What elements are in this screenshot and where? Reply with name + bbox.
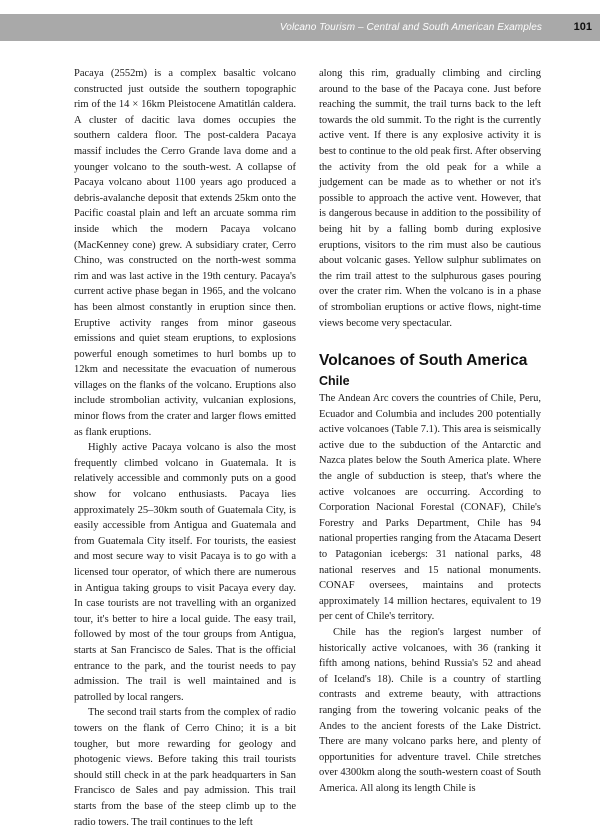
section-title: Volcanoes of South America bbox=[319, 352, 528, 370]
paragraph-pacaya-tourism: Highly active Pacaya volcano is also the most frequently climbed volcano in Guatemala. It is relatively accessible and commonly puts on a good show for volcano enthusiasts. Pacaya lies approximately 25–30km south of Guatemala City, is easily accessible from Antigua and Guatemala and from Guatemala City itself. For tourists, the easiest and most secure way to visit Pacaya is to go with a licensed tour operator, of which there are numerous in Antigua taking groups to visit Pacaya every day. In case tourists are not travelling with an organized tour, it's better to hire a local guide. The easy trail, followed by most of the tour groups from Antigua, starts at San Francisco de Sales. That is the official entrance to the park, and the tourist needs to pay admission. The trail is well maintained and is patrolled by local rangers. bbox=[74, 442, 296, 703]
paragraph-andean-arc: The Andean Arc covers the countries of Chile, Peru, Ecuador and Columbia and includes 200 potentially active volcanoes (Table 7.1). This area is seismically active due to the subduction of the Antarctic and Nazca plates below the South America plate. Where the angle of subduction is steep, that's where the active volcanoes are occurring. According to Corporation Nacional Forestal (CONAF), Chile's Forestry and Parks Department, Chile has 94 national properties ranging from the Atacama Desert to Patagonian icebergs: 31 national parks, 48 national reserves and 15 national monuments. CONAF oversees, maintains and protects approximately 14 million hectares, equivalent to 19 per cent of Chile's territory. bbox=[319, 393, 541, 623]
running-header-bar bbox=[0, 14, 600, 41]
subsection-title: Chile bbox=[319, 374, 350, 389]
paragraph-trail-continuation: along this rim, gradually climbing and circling around to the base of the Pacaya cone. Just before reaching the summit, the trail turns back to the left towards the old summit. To the right is the currently active vent. If there is any explosive activity it is best to continue to the old peak first. After observing the activity from the old peak for a while a judgement can be made as to whether or not it's possible to approach the active vent. However, that is dangerous because in addition to the possibility of being hit by a falling bomb during explosive eruptions, visitors to the rim must also be cautious about volcanic gases. Yellow sulphur sublimates on the rim trail attest to the sulphurous gases pouring over the crater rim. When the volcano is in a phase of strombolian eruptions or active flows, night-time views become very spectacular. bbox=[319, 68, 541, 329]
right-column bbox=[319, 66, 541, 797]
paragraph-chile-volcanoes: Chile has the region's largest number of historically active volcanoes, with 36 (ranking it fifth among nations, behind Russia's 52 and ahead of Iceland's 18). Chile is a country of startling contrasts and extreme beauty, with attractions ranging from the towering volcanic peaks of the Andes to the ancient forests of the Lake District. There are many volcano parks here, and plenty of opportunities for adventure travel. Chile stretches over 4300km along the south-western coast of South America. All along its length Chile is bbox=[319, 627, 541, 794]
paragraph-second-trail: The second trail starts from the complex of radio towers on the flank of Cerro Chino; it is a bit tougher, but more rewarding for geology and photogenic views. Before taking this trail tourists should still check in at the park headquarters in San Francisco de Sales and pay admission. This trail starts from the base of the steep climb up to the radio towers. The trail continues to the left bbox=[74, 707, 296, 828]
running-head-title: Volcano Tourism – Central and South American Examples bbox=[279, 22, 542, 33]
page-number: 101 bbox=[573, 21, 592, 33]
paragraph-pacaya-geology: Pacaya (2552m) is a complex basaltic volcano constructed just outside the southern topographic rim of the 14 × 16km Pleistocene Amatitlán caldera. A cluster of dacitic lava domes occupies the southern caldera floor. The post-caldera Pacaya massif includes the Cerro Grande lava dome and a younger volcano to the south-west. A collapse of Pacaya volcano about 1100 years ago produced a debris-avalanche deposit that extends 25km onto the Pacific coastal plain and left an arcuate somma rim inside which the modern Pacaya volcano (MacKenney cone) grew. A subsidiary crater, Cerro Chino, was constructed on the north-west somma rim and was last active in the 19th century. Pacaya's current active phase began in 1965, and the volcano has been almost constantly in eruption since then. Eruptive activity ranges from minor gaseous emissions and quiet steam eruptions, to explosions powerful enough sometimes to hurl bombs up to 12km and necessitate the evacuation of numerous villages on the flanks of the volcano. Eruptions also include strombolian activity, vulcanian explosions, minor flows from the crater and larger flows emitted as flank eruptions. bbox=[74, 68, 296, 438]
left-column bbox=[74, 66, 296, 830]
